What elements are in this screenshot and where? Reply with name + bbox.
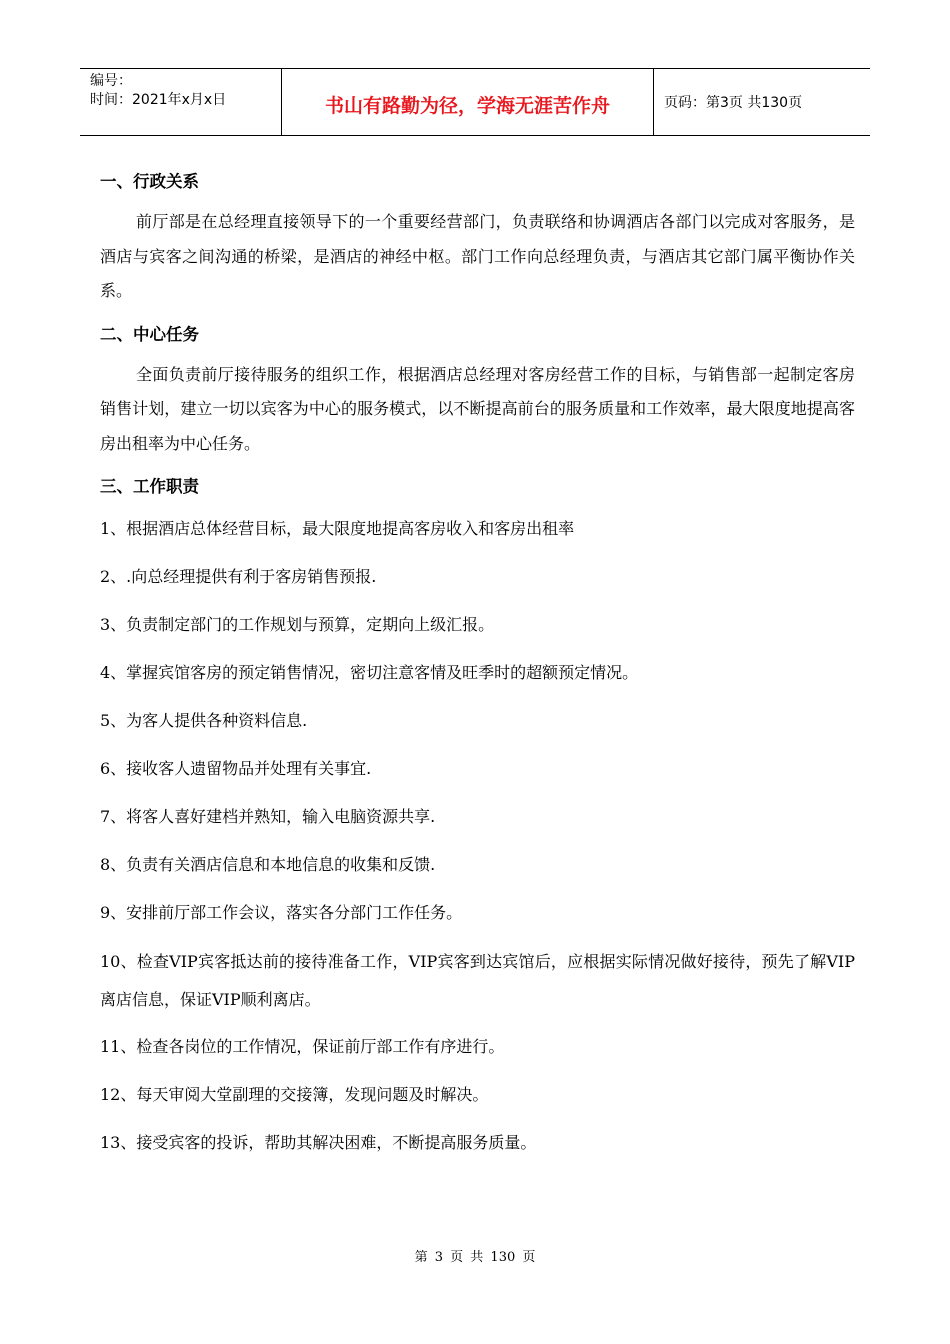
duty-item: 13、接受宾客的投诉，帮助其解决困难，不断提高服务质量。 xyxy=(100,1133,537,1152)
header-meta xyxy=(80,69,282,135)
duty-item: 3、负责制定部门的工作规划与预算，定期向上级汇报。 xyxy=(100,615,495,634)
duty-item: 1、根据酒店总体经营目标，最大限度地提高客房收入和客房出租率 xyxy=(100,519,575,538)
section-heading-core-task: 二、中心任务 xyxy=(100,324,199,344)
duty-item: 9、安排前厅部工作会议，落实各分部门工作任务。 xyxy=(100,903,463,922)
section-heading-duties: 三、工作职责 xyxy=(100,477,199,496)
document-number-label: 编号： xyxy=(90,73,132,89)
section-heading-administrative: 一、行政关系 xyxy=(100,172,199,191)
section-paragraph-administrative: 前厅部是在总经理直接领导下的一个重要经营部门，负责联络和协调酒店各部门以完成对客服务，是酒店与宾客之间沟通的桥梁，是酒店的神经中枢。部门工作向总经理负责，与酒店其它部门属平衡协作关系。 xyxy=(100,212,855,300)
header-motto: 书山有路勤为径，学海无涯苦作舟 xyxy=(282,69,654,135)
duty-item: 11、检查各岗位的工作情况，保证前厅部工作有序进行。 xyxy=(100,1037,505,1056)
document-header xyxy=(80,68,870,136)
header-page-info: 页码：第3页 共130页 xyxy=(664,95,803,111)
duty-item: 10、检查VIP宾客抵达前的接待准备工作，VIP宾客到达宾馆后，应根据实际情况做好接待，预先了解VIP离店信息，保证VIP顺利离店。 xyxy=(100,952,855,1009)
duty-item: 5、为客人提供各种资料信息. xyxy=(100,711,308,730)
document-date: 时间：2021年x月x日 xyxy=(90,92,227,108)
duty-item: 7、将客人喜好建档并熟知，输入电脑资源共享. xyxy=(100,807,436,826)
duty-item: 12、每天审阅大堂副理的交接簿，发现问题及时解决。 xyxy=(100,1085,489,1104)
duty-item: 4、掌握宾馆客房的预定销售情况，密切注意客情及旺季时的超额预定情况。 xyxy=(100,663,639,682)
section-paragraph-core-task: 全面负责前厅接待服务的组织工作，根据酒店总经理对客房经营工作的目标，与销售部一起制定客房销售计划，建立一切以宾客为中心的服务模式，以不断提高前台的服务质量和工作效率，最大限度地提高客房出租率为中心任务。 xyxy=(100,364,855,453)
duty-item: 6、接收客人遗留物品并处理有关事宜. xyxy=(100,759,372,778)
document-body xyxy=(100,160,855,1161)
duties-list xyxy=(100,505,855,1161)
page-footer: 第 3 页 共 130 页 xyxy=(414,1250,536,1265)
duty-item: 2、.向总经理提供有利于客房销售预报. xyxy=(100,567,377,586)
duty-item: 8、负责有关酒店信息和本地信息的收集和反馈. xyxy=(100,855,436,874)
